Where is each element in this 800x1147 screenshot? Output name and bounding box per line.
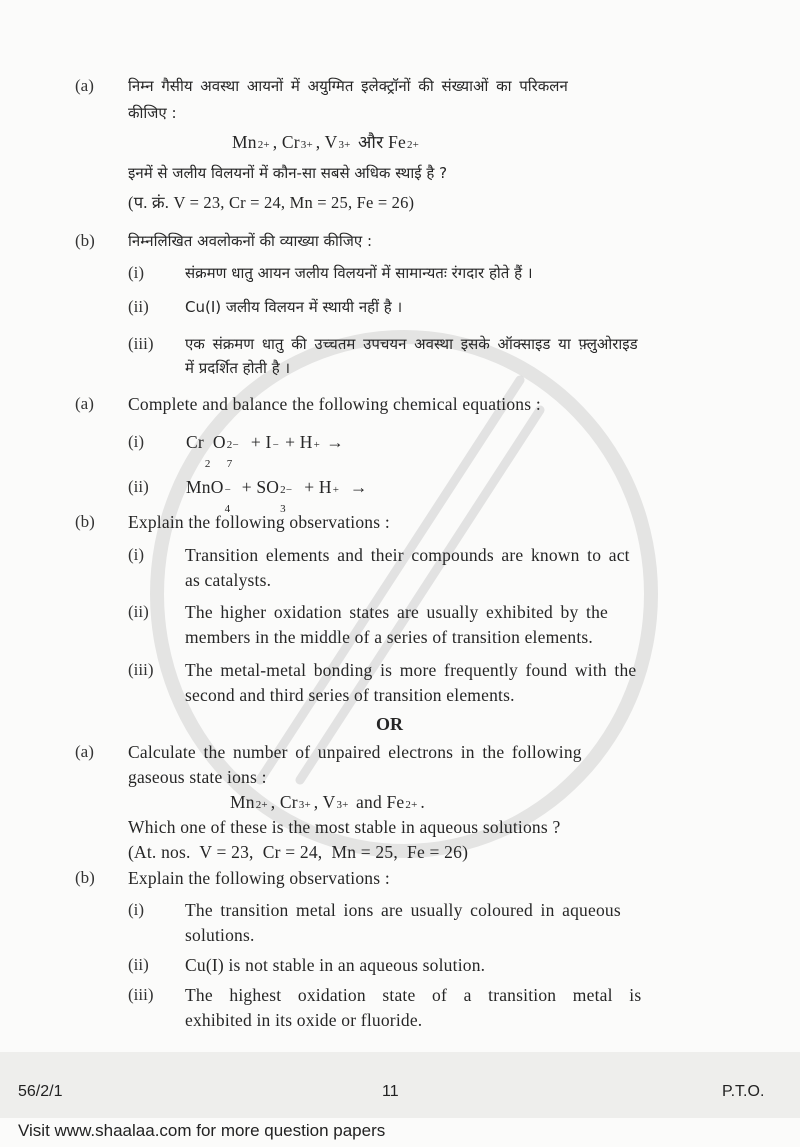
formula-script	[224, 484, 233, 515]
atomic-numbers: (At. nos. V = 23, Cr = 24, Mn = 25, Fe = 26)	[128, 842, 469, 862]
formula-script	[337, 139, 353, 151]
formula-script	[255, 799, 271, 811]
formula-script	[406, 139, 422, 151]
sub-label: (iii)	[128, 660, 154, 679]
sub-text: The transition metal ions are usually coloured in aqueous	[185, 900, 621, 920]
superscript: 3+	[338, 139, 351, 151]
formula-script	[226, 439, 242, 470]
subscript: 7	[226, 458, 233, 470]
question-label: (b)	[75, 231, 95, 250]
sub-label: (i)	[128, 545, 145, 564]
subscript: 3	[280, 503, 286, 515]
formula-script	[332, 484, 341, 496]
question-text: Complete and balance the following chemical equations :	[128, 394, 541, 414]
visit-link-text: Visit www.shaalaa.com for more question papers	[18, 1121, 386, 1140]
sub-text: में प्रदर्शित होती है ।	[185, 359, 291, 377]
subscript: 4	[224, 503, 231, 515]
formula-text: O	[212, 432, 226, 452]
formula-text: + H	[295, 477, 332, 497]
superscript: 3+	[298, 799, 311, 811]
formula-text: और Fe	[353, 132, 406, 152]
question-text: Which one of these is the most stable in aqueous solutions ?	[128, 817, 561, 837]
sub-text: The higher oxidation states are usually exhibited by the	[185, 602, 609, 622]
question-text: इनमें से जलीय विलयनों में कौन-सा सबसे अधिक स्थाई है ?	[128, 164, 448, 182]
sub-text: Cu(I) is not stable in an aqueous solution.	[185, 955, 486, 975]
formula-script	[313, 439, 322, 451]
question-label: (b)	[75, 512, 95, 531]
question-text: निम्नलिखित अवलोकनों की व्याख्या कीजिए :	[128, 232, 373, 250]
formula-script	[204, 447, 213, 470]
question-text: gaseous state ions :	[128, 767, 267, 787]
formula-script	[298, 799, 314, 811]
formula-text: Cr	[186, 432, 204, 452]
superscript: 2+	[257, 139, 270, 151]
subscript: 2	[204, 458, 211, 470]
sub-label: (ii)	[128, 297, 149, 316]
formula-text: , V	[313, 792, 336, 812]
formula-text: and Fe	[351, 792, 405, 812]
superscript: 2−	[226, 439, 239, 451]
equation	[186, 431, 344, 470]
atomic-numbers: (प. क्रं. V = 23, Cr = 24, Mn = 25, Fe = 26)	[128, 193, 415, 212]
superscript: 3+	[300, 139, 313, 151]
sub-label: (iii)	[128, 985, 154, 1004]
question-label: (a)	[75, 394, 94, 413]
sub-text: second and third series of transition elements.	[185, 685, 515, 705]
superscript: 2+	[255, 799, 268, 811]
formula-text: + I	[241, 432, 272, 452]
formula-text: MnO	[186, 477, 224, 497]
formula-text: →	[340, 477, 368, 497]
sub-text: Cu(I) जलीय विलयन में स्थायी नहीं है ।	[185, 298, 403, 316]
question-label: (b)	[75, 868, 95, 887]
formula-text: , V	[315, 132, 338, 152]
formula-text: Mn	[230, 792, 255, 812]
ion-formula	[230, 791, 425, 813]
superscript: 2+	[406, 139, 420, 151]
sub-text: The metal-metal bonding is more frequently found with the	[185, 660, 637, 680]
sub-text: members in the middle of a series of transition elements.	[185, 627, 593, 647]
formula-script	[272, 439, 281, 451]
sub-text: संक्रमण धातु आयन जलीय विलयनों में सामान्यतः रंगदार होते हैं ।	[185, 264, 533, 282]
superscript: −	[272, 439, 279, 451]
formula-text: + H	[280, 432, 313, 452]
superscript: +	[313, 439, 321, 451]
formula-script	[279, 484, 295, 515]
sub-label: (ii)	[128, 477, 149, 496]
superscript: 3+	[336, 799, 349, 811]
sub-label: (iii)	[128, 334, 154, 353]
sub-text: Transition elements and their compounds are known to act	[185, 545, 630, 565]
formula-text: Mn	[232, 132, 257, 152]
formula-script	[335, 799, 351, 811]
superscript: −	[224, 484, 231, 496]
question-label: (a)	[75, 76, 94, 95]
superscript: 2−	[280, 484, 293, 496]
question-text: Explain the following observations :	[128, 868, 390, 888]
sub-text: as catalysts.	[185, 570, 272, 590]
sub-text: The highest oxidation state of a transition metal is	[185, 985, 642, 1005]
sub-label: (i)	[128, 263, 145, 282]
formula-text: →	[321, 432, 344, 452]
formula-script	[257, 139, 273, 151]
pto-label: P.T.O.	[722, 1083, 765, 1100]
sub-label: (ii)	[128, 955, 149, 974]
or-separator: OR	[376, 714, 403, 734]
formula-text: .	[420, 792, 425, 812]
formula-text: , Cr	[272, 132, 300, 152]
sub-label: (i)	[128, 432, 145, 451]
formula-script	[404, 799, 420, 811]
paper-code: 56/2/1	[18, 1083, 63, 1100]
sub-label: (i)	[128, 900, 145, 919]
question-text: निम्न गैसीय अवस्था आयनों में अयुग्मित इलेक्ट्रॉनों की संख्याओं का परिकलन	[128, 77, 568, 95]
superscript: 2+	[405, 799, 418, 811]
question-text: कीजिए :	[128, 104, 177, 122]
sub-text: exhibited in its oxide or fluoride.	[185, 1010, 423, 1030]
equation	[186, 476, 368, 515]
page-number: 11	[382, 1083, 399, 1100]
sub-label: (ii)	[128, 602, 149, 621]
question-label: (a)	[75, 742, 94, 761]
formula-text: + SO	[232, 477, 280, 497]
ion-formula	[232, 131, 422, 153]
question-text: Explain the following observations :	[128, 512, 390, 532]
formula-text: , Cr	[270, 792, 298, 812]
footer-band	[0, 1052, 800, 1118]
formula-script	[300, 139, 316, 151]
sub-text: एक संक्रमण धातु की उच्चतम उपचयन अवस्था इसके ऑक्साइड या फ़्लुओराइड	[185, 335, 638, 353]
question-text: Calculate the number of unpaired electrons in the following	[128, 742, 582, 762]
superscript: +	[332, 484, 340, 496]
sub-text: solutions.	[185, 925, 255, 945]
